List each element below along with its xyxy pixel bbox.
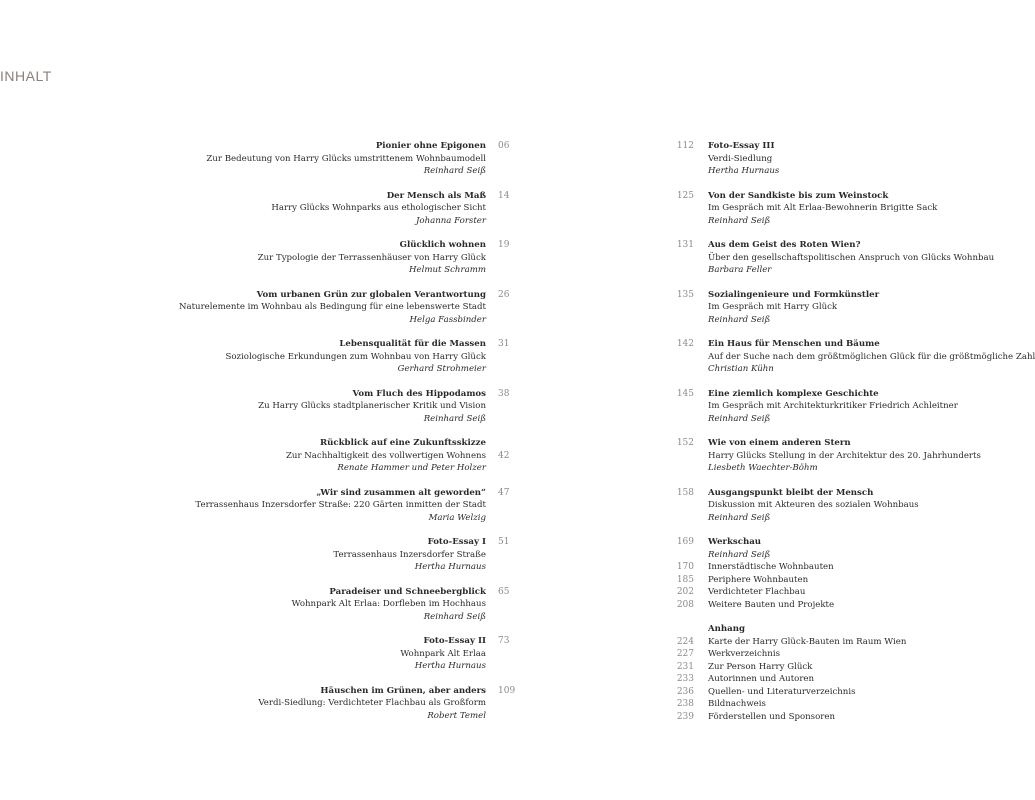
entry-title: „Wir sind zusammen alt geworden“ [316, 487, 486, 498]
toc-entry[interactable] [160, 437, 515, 475]
entry-author: Renate Hammer und Peter Holzer [337, 463, 486, 473]
page-number: 158 [676, 487, 694, 498]
entry-title: Eine ziemlich komplexe Geschichte [708, 388, 879, 399]
toc-entry[interactable] [676, 636, 1000, 649]
toc-entry[interactable] [676, 661, 1000, 674]
entry-author: Hertha Hurnaus [414, 661, 486, 671]
page-number: 42 [498, 450, 510, 461]
toc-entry[interactable] [676, 599, 1000, 612]
toc-entry[interactable] [676, 487, 1000, 525]
werkschau-section [676, 536, 1000, 611]
entry-subtitle: Im Gespräch mit Harry Glück [708, 302, 838, 312]
page-number: 47 [498, 487, 510, 498]
page-number: 170 [676, 562, 694, 572]
page-number: 202 [676, 587, 694, 597]
entry-author: Reinhard Seiß [708, 549, 771, 560]
entry-subtitle: Verdi-Siedlung: Verdichteter Flachbau als Großform [258, 698, 486, 708]
entry-author: Reinhard Seiß [708, 413, 771, 424]
entry-author: Barbara Feller [708, 265, 772, 275]
page-number: 131 [676, 240, 694, 250]
toc-entry[interactable] [676, 561, 1000, 574]
toc-entry[interactable] [160, 140, 515, 178]
entry-title: Glücklich wohnen [399, 240, 486, 250]
anhang-section [676, 623, 1000, 723]
page-number: 26 [498, 289, 510, 300]
page-heading: INHALT [0, 68, 52, 84]
toc-entry[interactable] [160, 239, 515, 277]
entry-subtitle: Im Gespräch mit Alt Erlaa-Bewohnerin Brigitte Sack [708, 203, 938, 213]
entry-title: Häuschen im Grünen, aber anders [320, 685, 486, 696]
toc-entry[interactable] [160, 586, 515, 624]
entry-author: Robert Temel [427, 710, 486, 721]
entry-subtitle: Zu Harry Glücks stadtplanerischer Kritik und Vision [258, 401, 486, 411]
entry-label: Zur Person Harry Glück [708, 661, 813, 672]
entry-author: Reinhard Seiß [423, 413, 486, 424]
toc-entry[interactable] [676, 686, 1000, 699]
entry-label: Werkverzeichnis [708, 649, 780, 659]
section-author-line [676, 549, 1000, 562]
page-number: 65 [498, 586, 510, 597]
page-number: 112 [676, 141, 694, 151]
entry-subtitle: Verdi-Siedlung [708, 153, 773, 164]
entry-title: Pionier ohne Epigonen [375, 141, 486, 151]
entry-subtitle: Naturelemente im Wohnbau als Bedingung für eine lebenswerte Stadt [178, 302, 486, 312]
entry-author: Liesbeth Waechter-Böhm [708, 463, 818, 473]
page-number: 224 [676, 636, 694, 647]
entry-label: Autorinnen und Autoren [708, 674, 815, 684]
toc-entry[interactable] [676, 140, 1000, 178]
toc-entry[interactable] [160, 536, 515, 574]
entry-title: Vom Fluch des Hippodamos [352, 388, 486, 399]
entry-author: Reinhard Seiß [708, 215, 771, 226]
entry-title: Ausgangspunkt bleibt der Mensch [708, 487, 874, 498]
toc-entry[interactable] [676, 190, 1000, 228]
entry-author: Reinhard Seiß [423, 166, 486, 176]
toc-left-column [160, 140, 515, 734]
page-number: 51 [498, 537, 510, 547]
page-number: 125 [676, 190, 694, 201]
entry-title: Aus dem Geist des Roten Wien? [708, 240, 861, 250]
entry-subtitle: Im Gespräch mit Architekturkritiker Friedrich Achleitner [708, 401, 958, 411]
entry-label: Periphere Wohnbauten [708, 574, 809, 585]
section-heading [676, 623, 1000, 636]
page-number: 169 [676, 537, 694, 547]
toc-entry[interactable] [676, 239, 1000, 277]
toc-entry[interactable] [160, 635, 515, 673]
entry-label: Innerstädtische Wohnbauten [708, 562, 834, 572]
page-number: 233 [676, 674, 694, 684]
page-number: 185 [676, 574, 694, 585]
entry-subtitle: Zur Typologie der Terrassenhäuser von Harry Glück [257, 252, 486, 263]
entry-subtitle: Über den gesellschaftspolitischen Anspruch von Glücks Wohnbau [708, 252, 995, 263]
entry-subtitle: Harry Glücks Stellung in der Architektur des 20. Jahrhunderts [708, 450, 981, 461]
toc-entry[interactable] [676, 289, 1000, 327]
page-number: 14 [498, 190, 510, 201]
toc-entry[interactable] [676, 338, 1035, 376]
entry-title: Foto-Essay I [427, 537, 486, 547]
page-number: 227 [676, 649, 694, 659]
page-number: 31 [498, 339, 510, 349]
entry-author: Reinhard Seiß [708, 314, 771, 325]
toc-entry[interactable] [160, 388, 515, 426]
entry-label: Bildnachweis [708, 699, 766, 709]
toc-entry[interactable] [676, 586, 1000, 599]
entry-title: Rückblick auf eine Zukunftsskizze [319, 438, 486, 448]
entry-label: Karte der Harry Glück-Bauten im Raum Wien [708, 636, 907, 647]
entry-subtitle: Diskussion mit Akteuren des sozialen Wohnbaus [708, 500, 919, 510]
entry-author: Maria Welzig [428, 512, 486, 523]
entry-subtitle: Auf der Suche nach dem größtmöglichen Glück für die größtmögliche Zahl [708, 351, 1035, 362]
entry-subtitle: Wohnpark Alt Erlaa: Dorfleben im Hochhaus [291, 599, 486, 609]
entry-title: Ein Haus für Menschen und Bäume [708, 339, 880, 349]
entry-author: Hertha Hurnaus [708, 166, 780, 176]
page-number: 145 [676, 388, 694, 399]
page-number: 06 [498, 141, 510, 151]
entry-subtitle: Terrassenhaus Inzersdorfer Straße: 220 Gärten inmitten der Stadt [195, 500, 486, 510]
page-number: 19 [498, 240, 510, 250]
toc-entry[interactable] [676, 437, 1000, 475]
entry-title: Von der Sandkiste bis zum Weinstock [708, 190, 889, 201]
entry-title: Foto-Essay II [423, 636, 486, 646]
page-number: 142 [676, 339, 694, 349]
entry-label: Weitere Bauten und Projekte [708, 599, 835, 610]
entry-author: Johanna Forster [415, 215, 486, 226]
page-number: 109 [498, 685, 516, 696]
page-number: 236 [676, 686, 694, 697]
toc-entry[interactable] [160, 190, 515, 228]
entry-author: Christian Kühn [708, 364, 774, 374]
section-title: Werkschau [708, 537, 762, 547]
toc-entry[interactable] [676, 648, 1000, 661]
toc-entry[interactable] [676, 711, 1000, 724]
entry-author: Helmut Schramm [409, 265, 486, 275]
toc-entry[interactable] [676, 698, 1000, 711]
entry-subtitle: Soziologische Erkundungen zum Wohnbau von Harry Glück [225, 351, 486, 362]
toc-entry[interactable] [160, 685, 515, 723]
entry-author: Hertha Hurnaus [414, 562, 486, 572]
entry-title: Paradeiser und Schneebergblick [329, 586, 486, 597]
entry-author: Helga Fassbinder [409, 314, 486, 325]
entry-title: Der Mensch als Maß [386, 190, 486, 201]
entry-title: Lebensqualität für die Massen [339, 339, 486, 349]
toc-entry[interactable] [676, 673, 1000, 686]
page-number: 208 [676, 599, 694, 610]
entry-author: Gerhard Strohmeier [397, 364, 486, 374]
toc-entry[interactable] [160, 487, 515, 525]
page-number: 73 [498, 636, 510, 646]
entry-subtitle: Zur Bedeutung von Harry Glücks umstrittenem Wohnbaumodell [206, 153, 486, 164]
page-number: 238 [676, 699, 694, 709]
section-title: Anhang [708, 624, 745, 634]
page-number: 135 [676, 289, 694, 300]
entry-author: Reinhard Seiß [708, 512, 771, 523]
entry-label: Verdichteter Flachbau [708, 587, 806, 597]
entry-label: Quellen- und Literaturverzeichnis [708, 686, 856, 697]
entry-title: Sozialingenieure und Formkünstler [708, 289, 880, 300]
page-number: 38 [498, 388, 510, 399]
toc-right-column [676, 140, 1035, 735]
page-number: 239 [676, 711, 694, 722]
toc-entry[interactable] [160, 338, 515, 376]
entry-subtitle: Zur Nachhaltigkeit des vollwertigen Wohnens [285, 450, 486, 461]
entry-label: Förderstellen und Sponsoren [708, 711, 835, 722]
toc-entry[interactable] [160, 289, 515, 327]
entry-author: Reinhard Seiß [423, 611, 486, 622]
page-number: 152 [676, 438, 694, 448]
toc-entry[interactable] [676, 536, 1000, 549]
entry-subtitle: Terrassenhaus Inzersdorfer Straße [333, 549, 486, 560]
page-number: 231 [676, 661, 694, 672]
toc-entry[interactable] [676, 574, 1000, 587]
toc-entry[interactable] [676, 388, 1000, 426]
entry-title: Vom urbanen Grün zur globalen Verantwortung [256, 289, 486, 300]
entry-subtitle: Harry Glücks Wohnparks aus ethologischer Sicht [271, 203, 486, 213]
entry-title: Wie von einem anderen Stern [708, 438, 851, 448]
entry-title: Foto-Essay III [708, 141, 775, 151]
entry-subtitle: Wohnpark Alt Erlaa [400, 648, 486, 659]
